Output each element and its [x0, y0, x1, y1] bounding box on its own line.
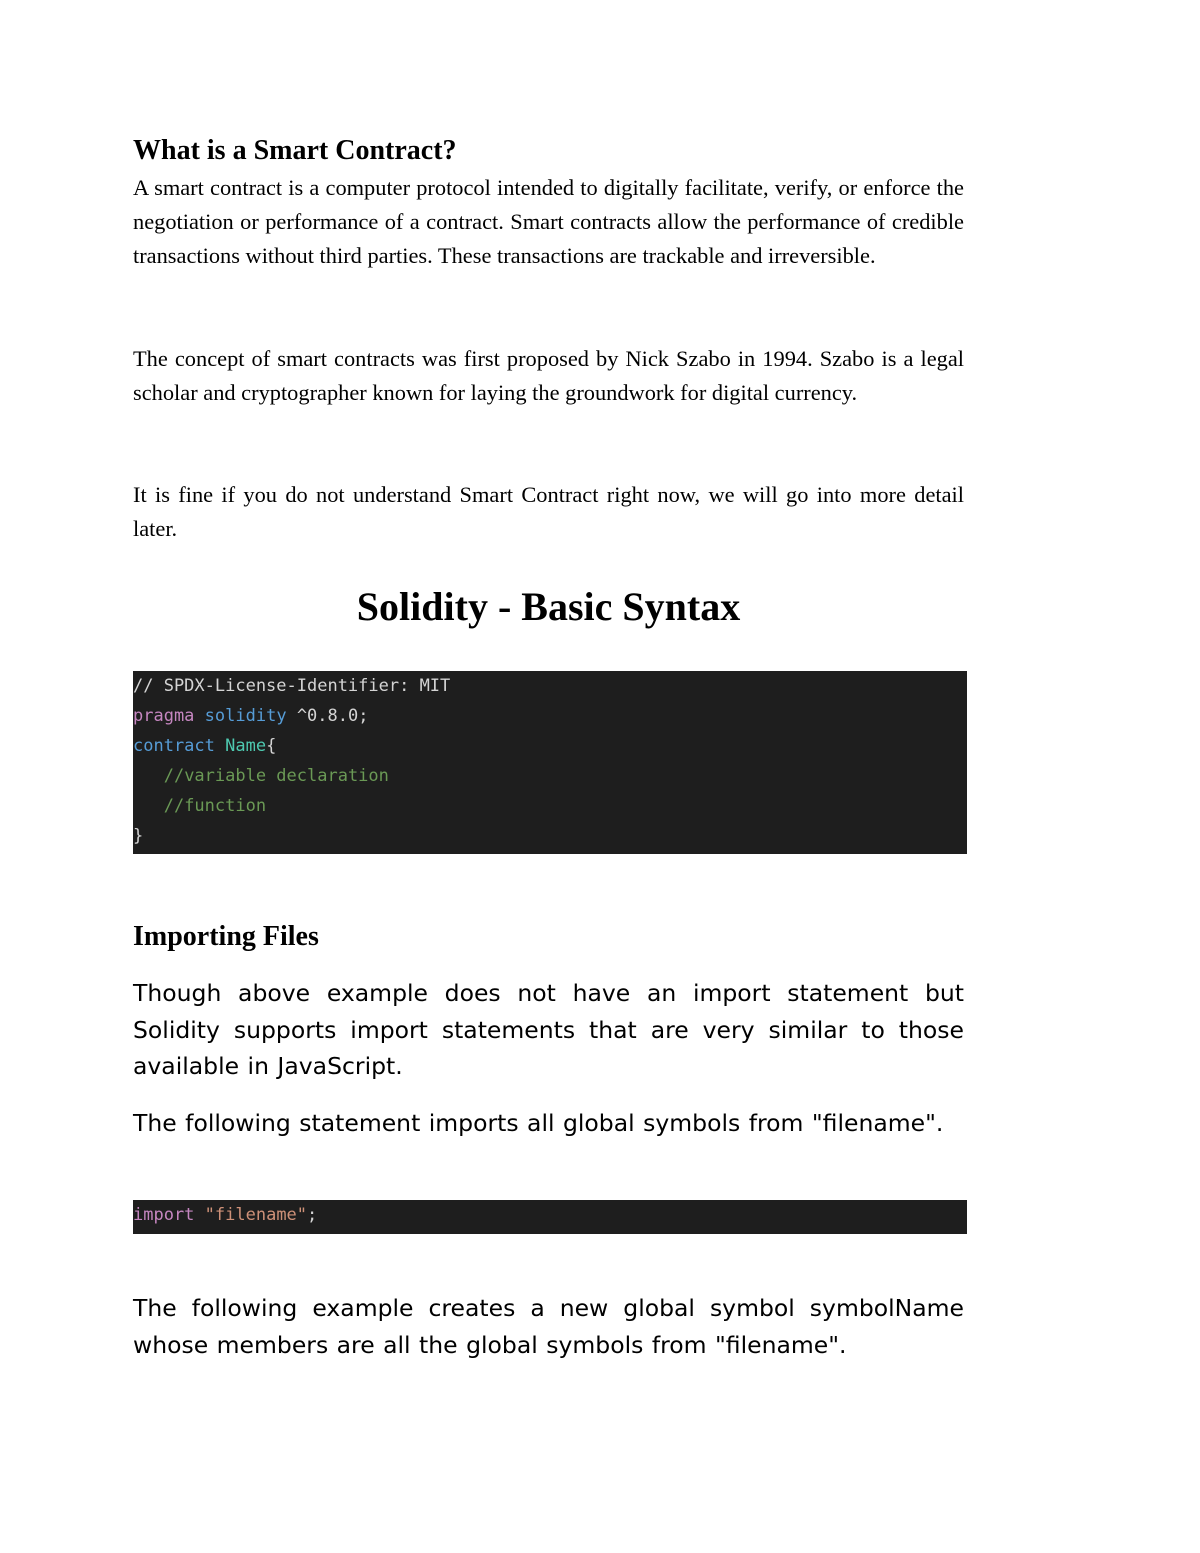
code-block-basic-syntax	[133, 671, 967, 854]
code-semicolon: ;	[307, 1205, 318, 1225]
paragraph-smart-contract-definition: A smart contract is a computer protocol intended to digitally facilitate, verify, or enforce the negotiation or performance of a contract. Smart contracts allow the performance of credible transactions without third parties. These transactions are trackable and irreversible.	[133, 175, 964, 268]
code-keyword-contract: contract	[133, 736, 215, 756]
code-string-filename: "filename"	[204, 1205, 308, 1225]
section-heading-importing-files: Importing Files	[133, 921, 319, 952]
code-line-close-brace: }	[133, 826, 144, 846]
paragraph-import-all-symbols: The following statement imports all global symbols from "filename".	[133, 1109, 944, 1137]
code-keyword-pragma: pragma	[133, 706, 195, 726]
code-comment-function: //function	[163, 796, 267, 816]
code-line-variable-comment	[133, 763, 967, 793]
code-contract-name: Name	[225, 736, 267, 756]
paragraph-import-intro: Though above example does not have an import statement but Solidity supports import statements that are very similar to those available in JavaScript.	[133, 979, 964, 1080]
code-keyword-import: import	[133, 1205, 195, 1225]
page-title-basic-syntax: Solidity - Basic Syntax	[356, 584, 741, 629]
paragraph-import-symbol-name: The following example creates a new global symbol symbolName whose members are all the global symbols from "filename".	[133, 1294, 964, 1359]
code-comment-variable: //variable declaration	[163, 766, 389, 786]
paragraph-smart-contract-history: The concept of smart contracts was first proposed by Nick Szabo in 1994. Szabo is a legal scholar and cryptographer known for laying the groundwork for digital currency.	[133, 346, 964, 405]
section-heading-smart-contract: What is a Smart Contract?	[133, 135, 457, 166]
paragraph-smart-contract-note: It is fine if you do not understand Smart Contract right now, we will go into more detail later.	[133, 482, 964, 541]
code-version: ^0.8.0;	[296, 706, 369, 726]
code-line-pragma	[133, 703, 967, 733]
code-block-import	[133, 1200, 967, 1234]
code-keyword-solidity: solidity	[204, 706, 287, 726]
code-line-function-comment	[133, 793, 967, 823]
code-line-import	[133, 1202, 967, 1232]
code-line-license: // SPDX-License-Identifier: MIT	[133, 676, 451, 696]
code-open-brace: {	[266, 736, 277, 756]
code-line-contract	[133, 733, 967, 763]
